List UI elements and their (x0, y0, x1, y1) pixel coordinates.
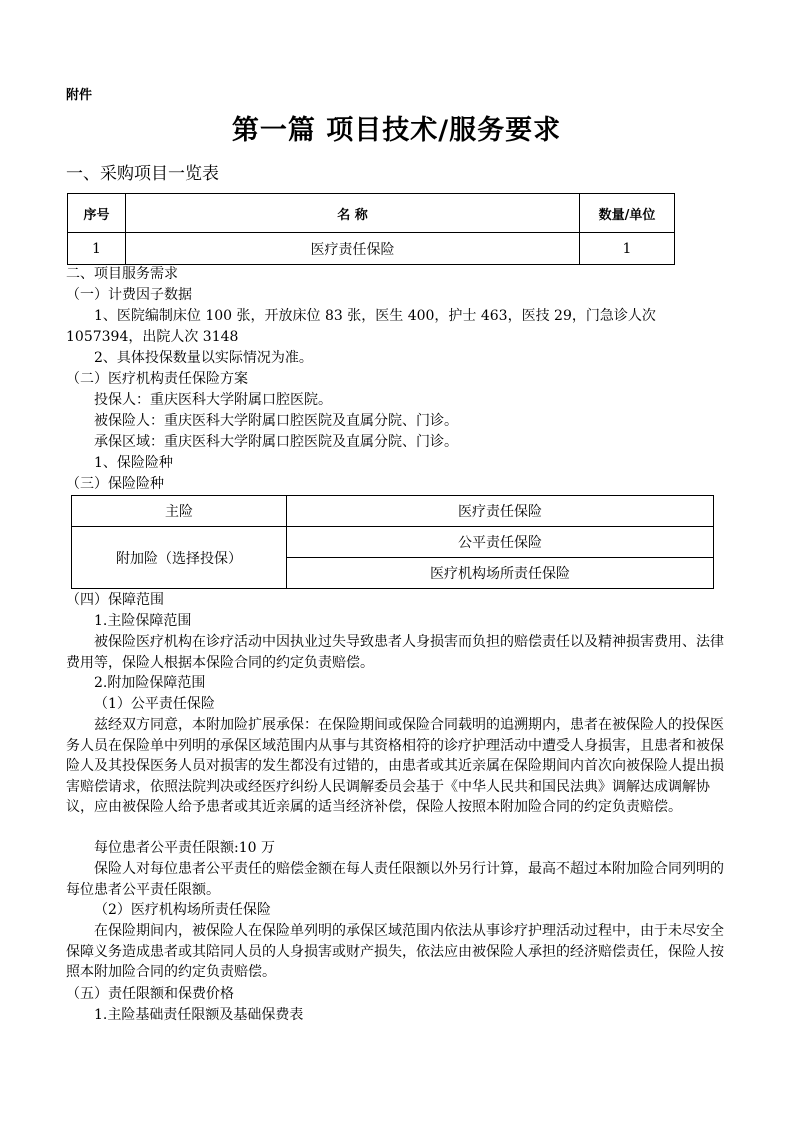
cell-index: 1 (68, 233, 126, 265)
additional-scope-heading: 2.附加险保障范围 (94, 675, 206, 691)
col-header-name: 名 称 (126, 194, 580, 233)
subheading-billing-factors: （一）计费因子数据 (66, 287, 192, 303)
table-row (72, 496, 714, 527)
cell-qty: 1 (580, 233, 675, 265)
additional-insurance-label: 附加险（选择投保） (72, 527, 287, 589)
policyholder-line: 投保人：重庆医科大学附属口腔医院。 (94, 392, 332, 408)
insured-line: 被保险人：重庆医科大学附属口腔医院及直属分院、门诊。 (94, 413, 458, 429)
additional-insurance-value: 公平责任保险 (287, 527, 714, 558)
section1-heading: 一、采购项目一览表 (66, 164, 219, 184)
col-header-index: 序号 (68, 194, 126, 233)
venue-liability-paragraph: 在保险期间内，被保险人在保险单列明的承保区域范围内依法从事诊疗护理活动过程中，由于未尽安全保障义务造成患者或其陪同人员的人身损害或财产损失，依法应由被保险人承担的经济赔偿责任，保险人按照本附加险合同的约定负责赔偿。 (66, 923, 724, 980)
subheading-coverage-scope: （四）保障范围 (66, 592, 164, 608)
subheading-plan: （二）医疗机构责任保险方案 (66, 371, 248, 387)
venue-liability-heading: （2）医疗机构场所责任保险 (94, 902, 271, 918)
cell-name: 医疗责任保险 (126, 233, 580, 265)
basic-limit-table-title: 1.主险基础责任限额及基础保费表 (94, 1007, 304, 1023)
subheading-limits-premium: （五）责任限额和保费价格 (66, 986, 234, 1002)
section2-heading: 二、项目服务需求 (66, 266, 178, 282)
additional-insurance-value: 医疗机构场所责任保险 (287, 558, 714, 589)
fair-limit-paragraph: 保险人对每位患者公平责任的赔偿金额在每人责任限额以外另行计算，最高不超过本附加险合同列明的每位患者公平责任限额。 (66, 861, 724, 898)
fair-liability-heading: （1）公平责任保险 (94, 696, 215, 712)
insurance-type-line: 1、保险险种 (94, 455, 173, 471)
table-row (68, 233, 675, 265)
fair-liability-paragraph: 兹经双方同意，本附加险扩展承保：在保险期间或保险合同载明的追溯期内，患者在被保险人的投保医务人员在保险单中列明的承保区域范围内从事与其资格相符的诊疗护理活动中遭受人身损害，且患者和被保险人及其投保医务人员对损害的发生都没有过错的，由患者或其近亲属在保险期间内首次向被保险人提出损害赔偿请求，依照法院判决或经医疗纠纷人民调解委员会基于《中华人民共和国民法典》调解达成调解协议，应由被保险人给予患者或其近亲属的适当经济补偿，保险人按照本附加险合同的约定负责赔偿。 (66, 717, 724, 815)
item-quantity-note: 2、具体投保数量以实际情况为准。 (94, 350, 313, 366)
main-scope-paragraph: 被保险医疗机构在诊疗活动中因执业过失导致患者人身损害而负担的赔偿责任以及精神损害费用、法律费用等，保险人根据本保险合同的约定负责赔偿。 (66, 634, 724, 671)
item-hospital-data: 1、医院编制床位 100 张，开放床位 83 张，医生 400，护士 463，医技 29，门急诊人次 1057394，出院人次 3148 (66, 308, 656, 345)
coverage-region-line: 承保区域：重庆医科大学附属口腔医院及直属分院、门诊。 (94, 434, 458, 450)
table-header-row (68, 194, 675, 233)
attachment-label: 附件 (66, 88, 93, 103)
page-title: 第一篇 项目技术/服务要求 (231, 115, 562, 146)
main-insurance-label: 主险 (72, 496, 287, 527)
table-row (72, 527, 714, 558)
subheading-insurance-types: （三）保险险种 (66, 476, 164, 492)
main-scope-heading: 1.主险保障范围 (94, 613, 192, 629)
insurance-type-table (71, 495, 714, 589)
col-header-qty: 数量/单位 (580, 194, 675, 233)
fair-liability-limit: 每位患者公平责任限额:10 万 (94, 840, 275, 856)
main-insurance-value: 医疗责任保险 (287, 496, 714, 527)
procurement-table (67, 193, 675, 265)
